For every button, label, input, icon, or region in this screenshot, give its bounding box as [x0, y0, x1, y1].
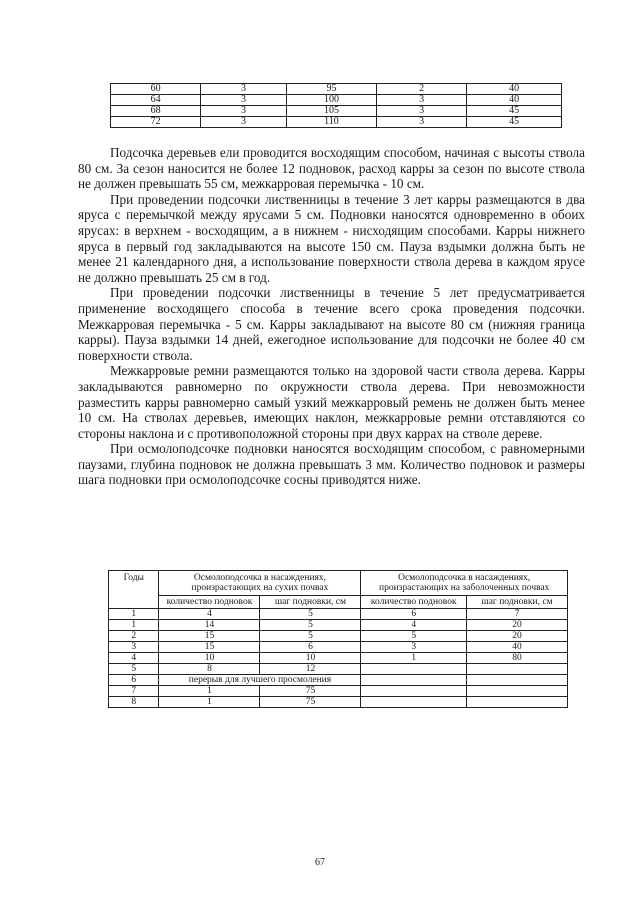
- table-row-break: [109, 675, 568, 686]
- table-cell: 40: [467, 95, 562, 106]
- table-cell: 2: [109, 631, 159, 642]
- table-row: [109, 664, 568, 675]
- table-cell: [361, 686, 467, 697]
- table-cell: 1: [361, 653, 467, 664]
- table-cell: 5: [260, 609, 361, 620]
- page-number: 67: [315, 857, 325, 868]
- table-cell: 80: [466, 653, 567, 664]
- table-cell: 14: [159, 620, 260, 631]
- table-cell: 6: [109, 675, 159, 686]
- table-cell: [361, 664, 467, 675]
- table-cell: 5: [109, 664, 159, 675]
- table-cell: 45: [467, 117, 562, 128]
- paragraph-interspace-strips: Межкарровые ремни размещаются только на здоровой части ствола дерева. Карры закладываются равномерно по окружности ствола дерева. При невозможности разместить карры равномерно самый узкий межкарровый ремень не должен быть менее 10 см. На стволах деревьев, имеющих наклон, межкарровые ремни отставляются со стороны наклона и с противоположной стороны при двух каррах на стволе дереве.: [78, 363, 585, 441]
- table-cell: 64: [111, 95, 201, 106]
- table-cell: [361, 675, 467, 686]
- header-step-wet: шаг подновки, см: [466, 596, 567, 609]
- paragraph-larch-5-years: При проведении подсочки лиственницы в течение 5 лет предусматривается применение восходящего способа в течение всего срока проведения подсочки. Межкарровая перемычка - 5 см. Карры закладывают на высоте 80 см (нижняя граница карры). Пауза вздымки 14 дней, ежегодное использование для подсочки не более 40 см поверхности ствола.: [78, 285, 585, 363]
- table-cell: 20: [466, 631, 567, 642]
- break-note: перерыв для лучшего просмоления: [159, 675, 361, 686]
- table-cell: 110: [286, 117, 376, 128]
- table-cell: 15: [159, 631, 260, 642]
- table-cell: 5: [260, 631, 361, 642]
- table-cell: 10: [159, 653, 260, 664]
- table-cell: 95: [286, 84, 376, 95]
- table-row: [109, 686, 568, 697]
- table-cell: 4: [159, 609, 260, 620]
- table-cell: [466, 664, 567, 675]
- header-count-dry: количество подновок: [159, 596, 260, 609]
- table-row: [109, 653, 568, 664]
- table-row: [111, 117, 562, 128]
- header-dry-soils: Осмолоподсочка в насаждениях, произрастающих на сухих почвах: [159, 571, 361, 596]
- table-row: [111, 95, 562, 106]
- table-header-row: [109, 571, 568, 596]
- table-cell: 75: [260, 697, 361, 708]
- table-cell: 3: [201, 84, 287, 95]
- table-cell: 3: [201, 117, 287, 128]
- table-cell: [361, 697, 467, 708]
- table-cell: 20: [466, 620, 567, 631]
- table-cell: 40: [467, 84, 562, 95]
- table-cell: 4: [109, 653, 159, 664]
- paragraph-larch-3-years: При проведении подсочки лиственницы в течение 3 лет карры размещаются в два яруса с перемычкой между ярусами 5 см. Подновки наносятся одновременно в обоих ярусах: в верхнем - восходящим, а в нижнем - нисходящим способами. Карры нижнего яруса в первый год закладываются на высоте 150 см. Пауза вздымки должна быть не менее 21 календарного дня, а использование поверхности ствола дерева в каждом ярусе не должно превышать 25 см в год.: [78, 191, 585, 285]
- body-text: [78, 145, 585, 488]
- table-cell: 2: [377, 84, 467, 95]
- table-cell: 4: [361, 620, 467, 631]
- table-cell: 3: [361, 642, 467, 653]
- header-wet-soils: Осмолоподсочка в насаждениях, произрастающих на заболоченных почвах: [361, 571, 568, 596]
- table-row: [109, 609, 568, 620]
- top-table: [110, 83, 562, 128]
- table-cell: 60: [111, 84, 201, 95]
- table-cell: 3: [201, 106, 287, 117]
- table-cell: 7: [466, 609, 567, 620]
- table-cell: 5: [361, 631, 467, 642]
- table-cell: 3: [109, 642, 159, 653]
- table-row: [111, 84, 562, 95]
- table-cell: 7: [109, 686, 159, 697]
- header-years: Годы: [109, 571, 159, 609]
- table-cell: 15: [159, 642, 260, 653]
- table-cell: [466, 697, 567, 708]
- table-row: [109, 631, 568, 642]
- table-cell: 3: [377, 95, 467, 106]
- table-cell: 6: [260, 642, 361, 653]
- paragraph-spruce: Подсочка деревьев ели проводится восходящим способом, начиная с высоты ствола 80 см. За сезон наносится не более 12 подновок, расход карры за сезон по высоте ствола не должен превышать 55 см, межкарровая перемычка - 10 см.: [78, 145, 585, 192]
- table-row: [109, 642, 568, 653]
- table-cell: 1: [159, 686, 260, 697]
- table-cell: 10: [260, 653, 361, 664]
- table-cell: 45: [467, 106, 562, 117]
- table-cell: 5: [260, 620, 361, 631]
- resin-tapping-table: [108, 570, 568, 708]
- table-cell: 40: [466, 642, 567, 653]
- table-row: [109, 620, 568, 631]
- table-cell: 105: [286, 106, 376, 117]
- table-cell: 6: [361, 609, 467, 620]
- header-step-dry: шаг подновки, см: [260, 596, 361, 609]
- table-cell: 8: [159, 664, 260, 675]
- header-count-wet: количество подновок: [361, 596, 467, 609]
- table-cell: [466, 686, 567, 697]
- table-cell: [466, 675, 567, 686]
- table-cell: 3: [377, 106, 467, 117]
- table-row: [109, 697, 568, 708]
- table-cell: 68: [111, 106, 201, 117]
- table-cell: 3: [377, 117, 467, 128]
- table-cell: 8: [109, 697, 159, 708]
- table-cell: 1: [109, 609, 159, 620]
- paragraph-resin-tapping: При осмолоподсочке подновки наносятся восходящим способом, с равномерными паузами, глубина подновок не должна превышать 3 мм. Количество подновок и размеры шага подновки при осмолоподсочке сосны приводятся ниже.: [78, 441, 585, 488]
- table-cell: 75: [260, 686, 361, 697]
- table-cell: 1: [159, 697, 260, 708]
- table-subheader-row: [109, 596, 568, 609]
- table-cell: 3: [201, 95, 287, 106]
- table-cell: 72: [111, 117, 201, 128]
- table-row: [111, 106, 562, 117]
- table-cell: 12: [260, 664, 361, 675]
- table-cell: 1: [109, 620, 159, 631]
- table-cell: 100: [286, 95, 376, 106]
